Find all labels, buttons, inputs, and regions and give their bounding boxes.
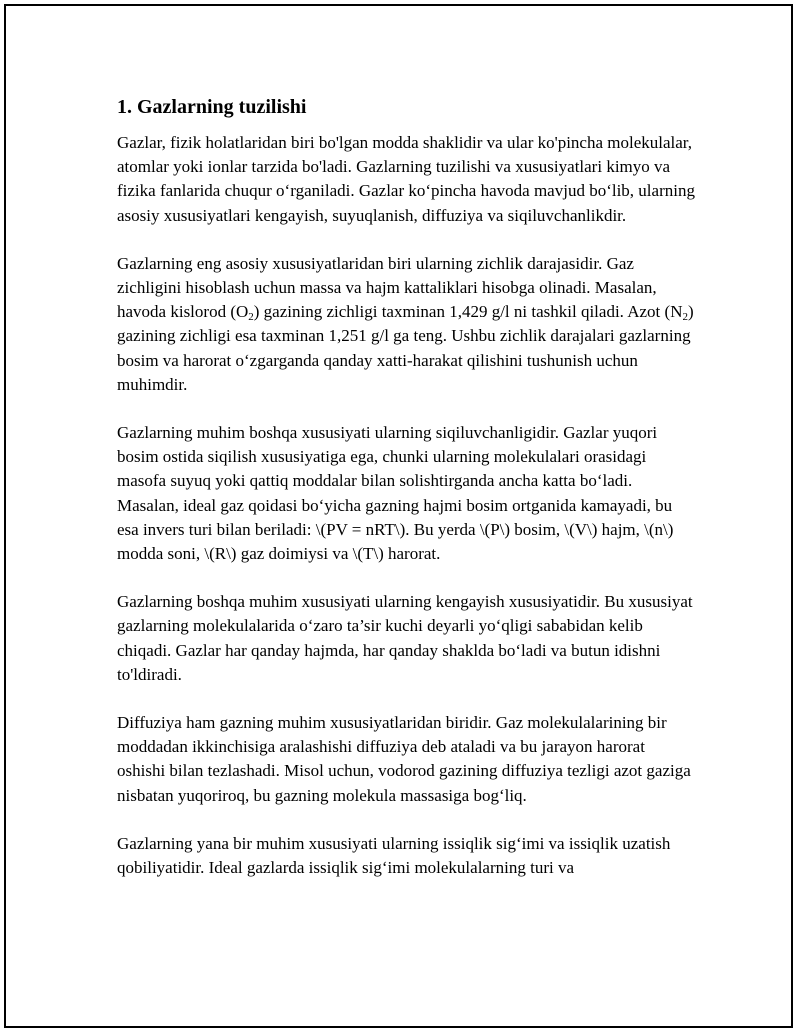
section-heading: 1. Gazlarning tuzilishi: [117, 96, 307, 118]
paragraph-density: [117, 252, 697, 397]
paragraph-density-part-1: Gazlarning eng asosiy xususiyatlaridan biri ularning zichlik darajasidir. Gaz zichligini hisoblash uchun massa va hajm kattaliklari hisobga olinadi. Masalan, havoda kislorod (O: [117, 253, 657, 322]
paragraph-intro: Gazlar, fizik holatlaridan biri bo'lgan modda shaklidir va ular ko'pincha molekulalar, atomlar yoki ionlar tarzida bo'ladi. Gazlarning tuzilishi va xususiyatlari kimyo va fizika fanlarida chuqur o‘rganiladi. Gazlar ko‘pincha havoda mavjud bo‘lib, ularning asosiy xususiyatlari kengayish, suyuqlanish, diffuziya va siqiluvchanlikdir.: [117, 133, 695, 225]
oxygen-subscript: 2: [248, 311, 254, 324]
paragraph-diffusion: Diffuziya ham gazning muhim xususiyatlaridan biridir. Gaz molekulalarining bir moddadan ikkinchisiga aralashishi diffuziya deb ataladi va bu jarayon harorat oshishi bilan tezlashadi. Misol uchun, vodorod gazining diffuziya tezligi azot gaziga nisbatan yuqoriroq, bu gazning molekula massasiga bog‘liq.: [117, 713, 691, 805]
paragraph-density-part-2: ) gazining zichligi taxminan 1,429 g/l ni tashkil qiladi. Azot (N: [253, 302, 683, 322]
paragraph-compressibility: Gazlarning muhim boshqa xususiyati ularning siqiluvchanligidir. Gazlar yuqori bosim ostida siqilish xususiyatiga ega, chunki ularning molekulalari orasidagi masofa suyuq yoki qattiq moddalar bilan solishtirganda ancha katta bo‘ladi. Masalan, ideal gaz qoidasi bo‘yicha gazning hajmi bosim ortganida kamayadi, bu esa invers turi bilan beriladi: \(PV = nRT\). Bu yerda \(P\) bosim, \(V\) hajm, \(n\) modda soni, \(R\) gaz doimiysi va \(T\) harorat.: [117, 423, 674, 564]
paragraph-density-part-3: ) gazining zichligi esa taxminan 1,251 g/l ga teng. Ushbu zichlik darajalari gazlarning bosim va harorat o‘zgarganda qanday xatti-harakat qilishini tushunish uchun muhimdir.: [117, 302, 694, 394]
paragraph-expansion: Gazlarning boshqa muhim xususiyati ularning kengayish xususiyatidir. Bu xususiyat gazlarning molekulalarida o‘zaro ta’sir kuchi deyarli yo‘qligi sababidan kelib chiqadi. Gazlar har qanday hajmda, har qanday shaklda bo‘ladi va butun idishni to'ldiradi.: [117, 592, 693, 684]
paragraph-heat-capacity: Gazlarning yana bir muhim xususiyati ularning issiqlik sig‘imi va issiqlik uzatish qobiliyatidir. Ideal gazlarda issiqlik sig‘imi molekulalarning turi va: [117, 833, 671, 878]
nitrogen-subscript: 2: [682, 311, 688, 324]
document-body: [117, 93, 697, 904]
